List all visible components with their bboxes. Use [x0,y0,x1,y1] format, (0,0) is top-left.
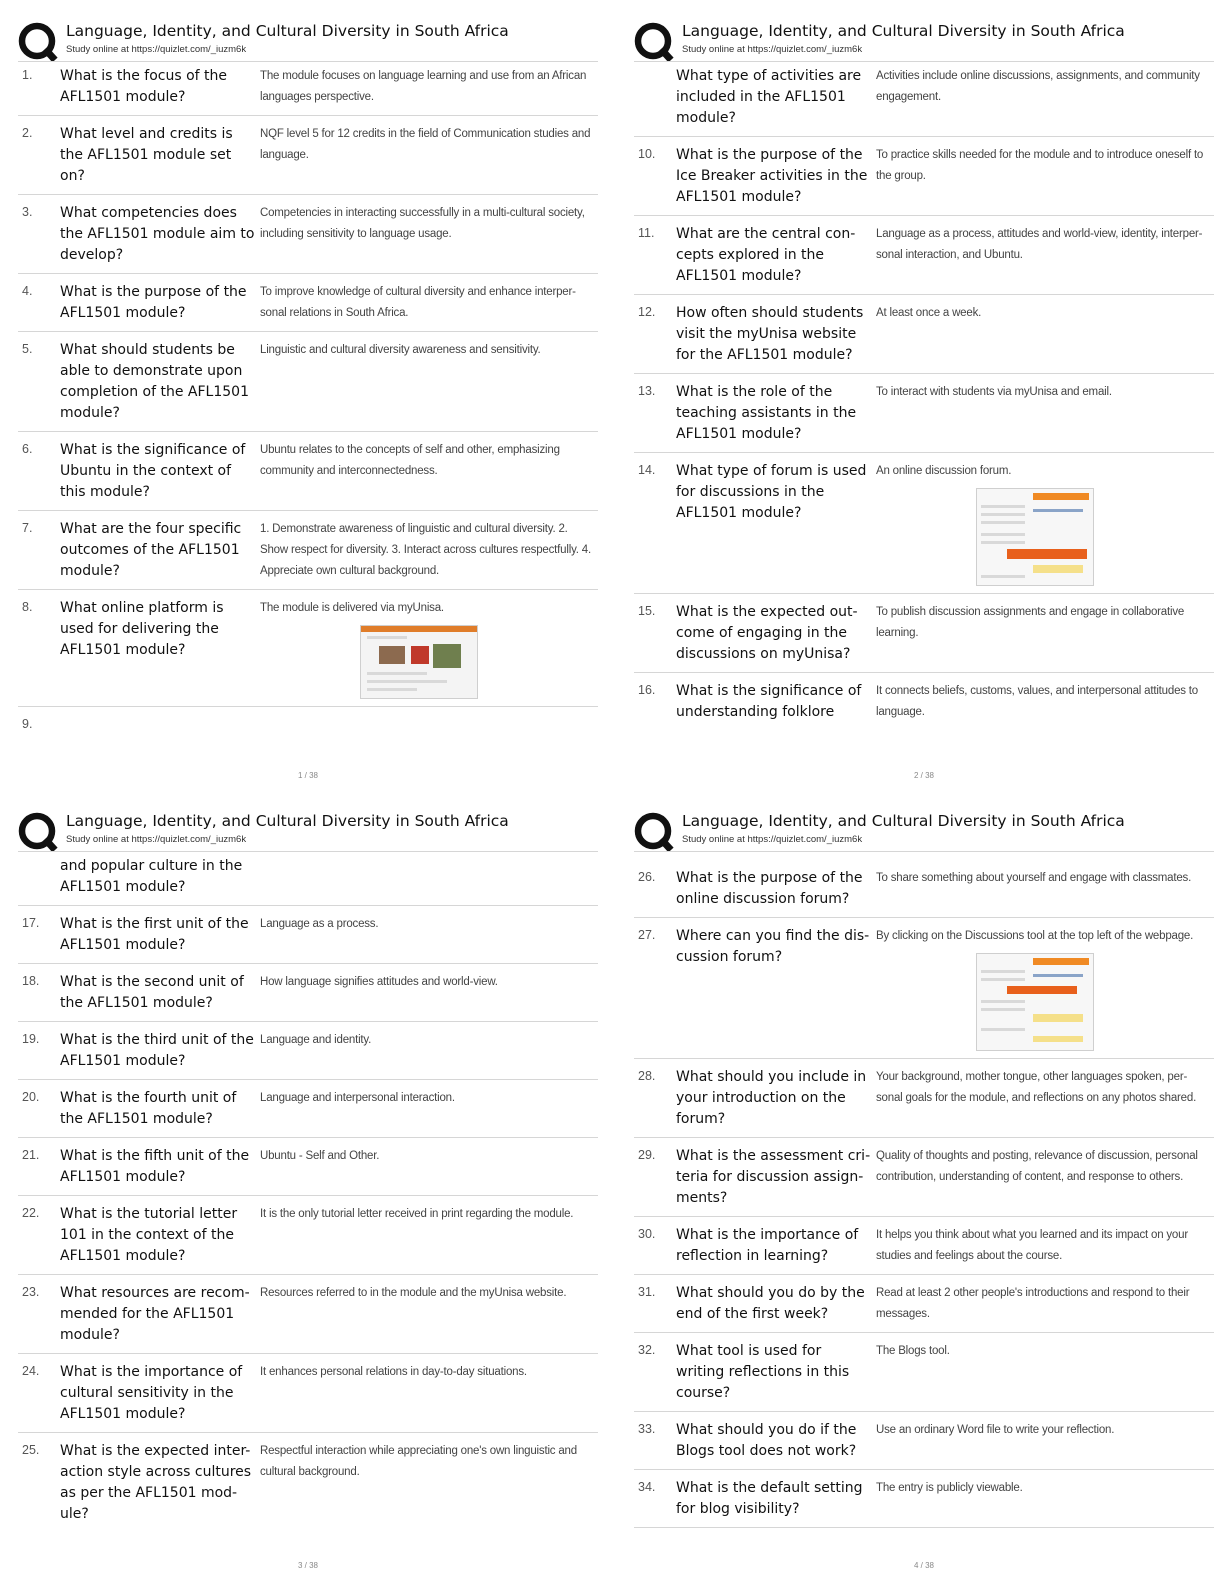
list-item [18,1080,598,1138]
page-subtitle: Study online at https://quizlet.com/_iuzm6k [682,44,863,55]
list-item [18,1275,598,1354]
myunisa-screenshot-image [360,625,478,699]
list-item [18,1354,598,1433]
question-text: What is the significance of understanding folklore [676,683,862,720]
answer-text: Ubuntu relates to the concepts of self and other, emphasizing community and interconnectedness. [260,444,560,477]
item-number: 9. [22,717,33,731]
question-text: What is the second unit of the AFL1501 module? [60,974,244,1011]
item-number: 23. [22,1285,40,1299]
answer-text: Language as a process. [260,918,379,930]
question-text: What is the first unit of the AFL1501 module? [60,916,249,953]
list-item [18,1433,598,1532]
question-text: What tool is used for writing reflections in this course? [676,1343,850,1401]
question-text: What resources are recom-mended for the AFL1501 module? [60,1285,250,1343]
answer-text: To interact with students via myUnisa and email. [876,386,1112,398]
answer-cell [256,598,598,699]
list-item [634,1217,1214,1275]
list-item [634,860,1214,918]
item-number: 21. [22,1148,40,1162]
answer-text: Language and interpersonal interaction. [260,1092,455,1104]
list-item [634,137,1214,216]
question-text: What is the fourth unit of the AFL1501 module? [60,1090,237,1127]
page-title: Language, Identity, and Cultural Diversity in South Africa [682,22,1125,40]
item-number: 2. [22,126,33,140]
page-number: 2 / 38 [913,771,934,780]
question-text: What should you include in your introduction on the forum? [676,1069,867,1127]
question-text: What is the expected out-come of engaging in the discussions on myUnisa? [676,604,858,662]
item-number: 33. [638,1422,656,1436]
item-number: 25. [22,1443,40,1457]
item-number: 27. [638,928,656,942]
page-subtitle: Study online at https://quizlet.com/_iuzm6k [66,44,247,55]
page-number: 1 / 38 [297,771,318,780]
question-text: What are the four specific outcomes of the AFL1501 module? [60,521,242,579]
item-number: 31. [638,1285,656,1299]
answer-text: Activities include online discussions, assignments, and community engagement. [876,70,1200,103]
list-item [18,852,598,906]
item-number: 15. [638,604,656,618]
page-title: Language, Identity, and Cultural Diversity in South Africa [66,812,509,830]
item-number: 18. [22,974,40,988]
item-number: 11. [638,226,655,240]
item-number: 3. [22,205,33,219]
question-text: What is the significance of Ubuntu in the context of this module? [60,442,246,500]
question-text: Where can you find the dis-cussion forum? [676,928,870,965]
question-text: What type of activities are included in the AFL1501 module? [676,68,862,126]
page-header [634,18,1214,62]
item-number: 12. [638,305,656,319]
item-number: 8. [22,600,33,614]
list-item [634,1138,1214,1217]
page-header [18,808,598,852]
answer-text: To practice skills needed for the module and to introduce oneself to the group. [876,149,1204,182]
qa-list [634,62,1214,730]
discussions-tool-screenshot-image [976,953,1094,1051]
question-text: and popular culture in the AFL1501 module? [60,858,243,895]
item-number: 30. [638,1227,656,1241]
page-3 [18,808,598,1578]
question-text: What is the assessment cri-teria for discussion assign-ments? [676,1148,871,1206]
list-item [634,62,1214,137]
item-number [634,66,676,68]
page-title: Language, Identity, and Cultural Diversity in South Africa [682,812,1125,830]
list-item [634,453,1214,594]
item-number: 16. [638,683,656,697]
answer-text: At least once a week. [876,307,982,319]
list-item [634,594,1214,673]
list-item [18,1196,598,1275]
quizlet-logo-icon [634,22,674,62]
page-number: 4 / 38 [913,1561,934,1570]
question-text: What is the focus of the AFL1501 module? [60,68,228,105]
question-text: What is the purpose of the AFL1501 module? [60,284,247,321]
list-item [18,116,598,195]
answer-text: The module is delivered via myUnisa. [260,602,444,614]
page-number: 3 / 38 [297,1561,318,1570]
page-subtitle: Study online at https://quizlet.com/_iuzm6k [66,834,247,845]
quizlet-logo-icon [18,812,58,852]
list-item [18,62,598,116]
answer-text: It helps you think about what you learned and its impact on your studies and feelings about the course. [876,1229,1188,1262]
item-number: 5. [22,342,33,356]
answer-text: It connects beliefs, customs, values, and interpersonal attitudes to language. [876,685,1199,718]
item-number: 22. [22,1206,40,1220]
list-item [634,374,1214,453]
question-text: How often should students visit the myUnisa website for the AFL1501 module? [676,305,864,363]
question-text: What type of forum is used for discussions in the AFL1501 module? [676,463,867,521]
item-number: 32. [638,1343,656,1357]
list-item [634,216,1214,295]
list-item [18,195,598,274]
list-item [18,964,598,1022]
item-number: 4. [22,284,33,298]
item-number: 24. [22,1364,40,1378]
page-4 [634,808,1214,1578]
quizlet-logo-icon [634,812,674,852]
list-item [634,673,1214,730]
answer-text: Your background, mother tongue, other languages spoken, per-sonal goals for the module, and reflections on any photos shared. [876,1071,1197,1104]
question-text: What should you do by the end of the first week? [676,1285,865,1322]
answer-text: Use an ordinary Word file to write your reflection. [876,1424,1115,1436]
list-item [18,1138,598,1196]
item-number: 28. [638,1069,656,1083]
list-item [18,511,598,590]
page-2 [634,18,1214,788]
question-text: What is the purpose of the Ice Breaker activities in the AFL1501 module? [676,147,868,205]
answer-text: It is the only tutorial letter received in print regarding the module. [260,1208,574,1220]
qa-list [634,852,1214,1528]
answer-text: The module focuses on language learning and use from an African languages perspective. [260,70,587,103]
list-item [18,590,598,707]
list-item [634,1333,1214,1412]
list-item [634,1470,1214,1528]
list-item [634,1275,1214,1333]
question-text: What level and credits is the AFL1501 module set on? [60,126,233,184]
list-item [18,1022,598,1080]
answer-text: Competencies in interacting successfully in a multi-cultural society, including sensitivity to language usage. [260,207,585,240]
answer-cell [872,926,1214,1051]
item-number: 26. [638,870,656,884]
question-text: What are the central con-cepts explored in the AFL1501 module? [676,226,856,284]
question-text: What is the tutorial letter 101 in the context of the AFL1501 module? [60,1206,238,1264]
page-1 [18,18,598,788]
item-number [18,856,60,858]
answer-text: The Blogs tool. [876,1345,950,1357]
item-number: 1. [22,68,33,82]
answer-text: Resources referred to in the module and the myUnisa website. [260,1287,567,1299]
discussion-forum-screenshot-image [976,488,1094,586]
answer-text: It enhances personal relations in day-to-day situations. [260,1366,527,1378]
answer-text: An online discussion forum. [876,465,1012,477]
list-item [18,906,598,964]
item-number: 6. [22,442,33,456]
question-text: What online platform is used for delivering the AFL1501 module? [60,600,224,658]
item-number: 17. [22,916,40,930]
question-text: What should you do if the Blogs tool does not work? [676,1422,857,1459]
item-number: 14. [638,463,656,477]
qa-list [18,62,598,738]
item-number: 13. [638,384,656,398]
list-item [634,1059,1214,1138]
question-text: What is the fifth unit of the AFL1501 module? [60,1148,250,1185]
item-number: 34. [638,1480,656,1494]
answer-cell [872,461,1214,586]
answer-text: Ubuntu - Self and Other. [260,1150,380,1162]
question-text: What is the purpose of the online discussion forum? [676,870,863,907]
page-header [634,808,1214,852]
item-number: 20. [22,1090,40,1104]
question-text: What is the importance of reflection in learning? [676,1227,859,1264]
answer-text: How language signifies attitudes and world-view. [260,976,498,988]
answer-text: Language as a process, attitudes and world-view, identity, interper-sonal interaction, and Ubuntu. [876,228,1203,261]
question-text: What is the third unit of the AFL1501 module? [60,1032,254,1069]
answer-text: Language and identity. [260,1034,372,1046]
list-item [18,274,598,332]
qa-list [18,852,598,1532]
list-item [18,332,598,432]
item-number: 19. [22,1032,40,1046]
answer-text: Respectful interaction while appreciating one's own linguistic and cultural background. [260,1445,577,1478]
item-number: 29. [638,1148,656,1162]
list-item [18,432,598,511]
answer-text: The entry is publicly viewable. [876,1482,1023,1494]
answer-text: By clicking on the Discussions tool at the top left of the webpage. [876,930,1194,942]
page-title: Language, Identity, and Cultural Diversity in South Africa [66,22,509,40]
answer-text: To share something about yourself and engage with classmates. [876,872,1192,884]
list-item [18,707,598,738]
question-text: What is the importance of cultural sensitivity in the AFL1501 module? [60,1364,243,1422]
list-item [634,1412,1214,1470]
answer-text: To improve knowledge of cultural diversity and enhance interper-sonal relations in South Africa. [260,286,576,319]
answer-text: Quality of thoughts and posting, relevance of discussion, personal contribution, understanding of content, and response to others. [876,1150,1198,1183]
question-text: What is the role of the teaching assistants in the AFL1501 module? [676,384,857,442]
page-header [18,18,598,62]
question-text: What is the expected inter-action style across cultures as per the AFL1501 mod-ule? [60,1443,252,1522]
answer-text: To publish discussion assignments and engage in collaborative learning. [876,606,1185,639]
item-number: 7. [22,521,33,535]
answer-text: Read at least 2 other people's introductions and respond to their messages. [876,1287,1190,1320]
list-item [634,295,1214,374]
item-number: 10. [638,147,656,161]
list-item [634,918,1214,1059]
quizlet-logo-icon [18,22,58,62]
answer-text: NQF level 5 for 12 credits in the field of Communication studies and language. [260,128,591,161]
answer-text: 1. Demonstrate awareness of linguistic and cultural diversity. 2. Show respect for diversity. 3. Interact across cultures respectfully. 4. Appreciate own cultural background. [260,523,591,577]
answer-text: Linguistic and cultural diversity awareness and sensitivity. [260,344,541,356]
question-text: What is the default setting for blog visibility? [676,1480,863,1517]
question-text: What competencies does the AFL1501 module aim to develop? [60,205,255,263]
question-text: What should students be able to demonstrate upon completion of the AFL1501 module? [60,342,249,421]
page-subtitle: Study online at https://quizlet.com/_iuzm6k [682,834,863,845]
